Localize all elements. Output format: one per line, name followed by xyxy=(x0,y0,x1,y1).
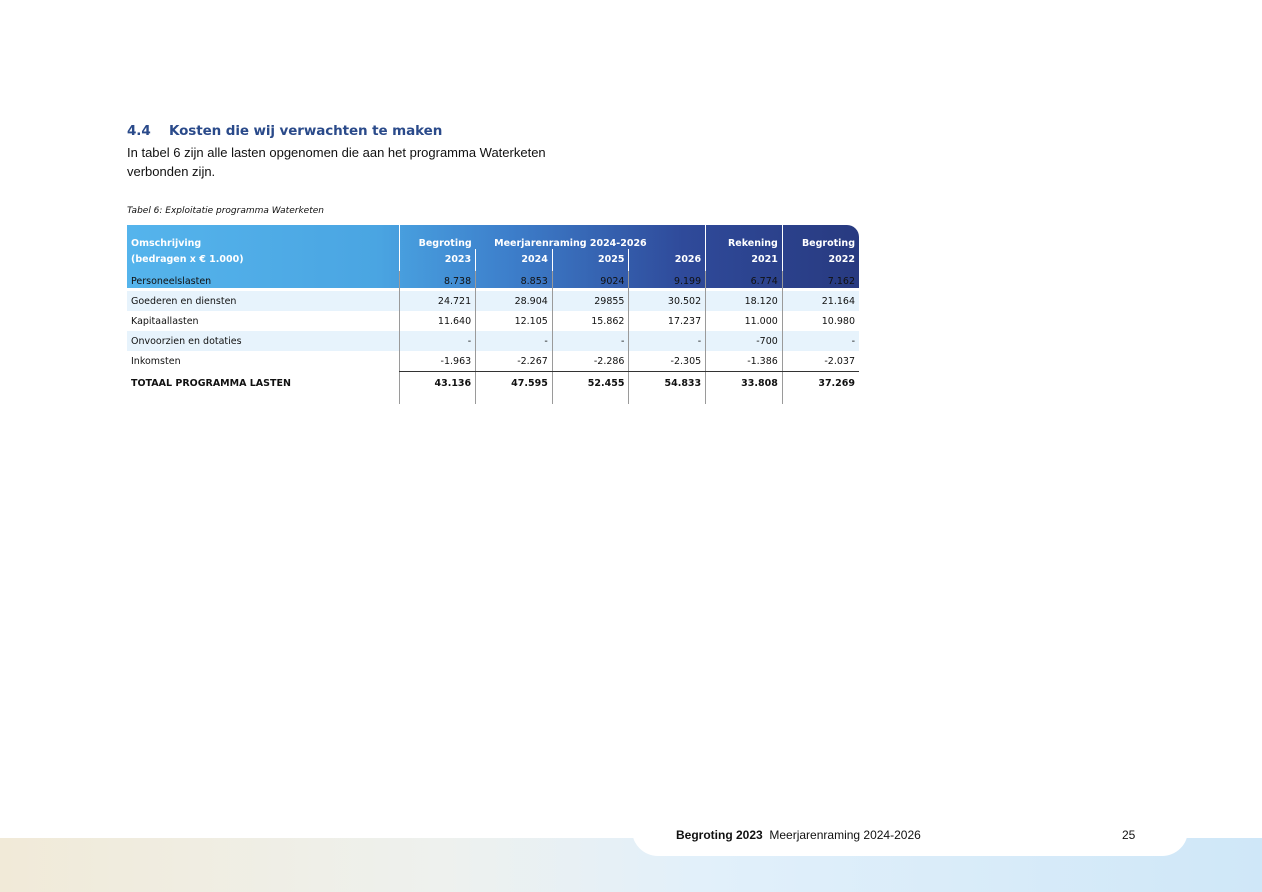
total-value: 52.455 xyxy=(552,372,629,405)
cell-value: 24.721 xyxy=(399,291,476,311)
header-year-2026: 2026 xyxy=(629,249,706,271)
exploitatie-table-container xyxy=(127,225,859,404)
table-caption: Tabel 6: Exploitatie programma Waterketen xyxy=(127,206,324,216)
footer-doc-subtitle: Meerjarenraming 2024-2026 xyxy=(769,828,921,842)
row-label: Personeelslasten xyxy=(131,275,212,287)
cell-value: 11.640 xyxy=(399,311,476,331)
footer-title xyxy=(676,828,921,842)
row-label: Onvoorzien en dotaties xyxy=(127,331,399,351)
row-label: Inkomsten xyxy=(131,355,181,367)
cell-value: 29855 xyxy=(552,291,629,311)
cell-value: - xyxy=(552,331,629,351)
cell-value: 8.853 xyxy=(476,271,553,291)
page-number: 25 xyxy=(1122,828,1136,842)
row-label: Goederen en diensten xyxy=(127,291,399,311)
cell-value: - xyxy=(629,331,706,351)
cell-value: 6.774 xyxy=(706,271,783,291)
cell-value: 9.199 xyxy=(629,271,706,291)
total-value: 37.269 xyxy=(782,372,859,405)
header-year-2024: 2024 xyxy=(476,249,553,271)
cell-value: -1.386 xyxy=(706,351,783,372)
cell-value: 30.502 xyxy=(629,291,706,311)
table-row xyxy=(127,351,859,372)
cell-value: 8.738 xyxy=(399,271,476,291)
section-heading xyxy=(127,123,442,139)
cell-value: -2.037 xyxy=(782,351,859,372)
total-value: 47.595 xyxy=(476,372,553,405)
total-row xyxy=(127,372,859,405)
header-year-2023: 2023 xyxy=(399,249,476,271)
header-begroting-2022-label: Begroting xyxy=(782,225,859,249)
total-label: TOTAAL PROGRAMMA LASTEN xyxy=(131,377,291,389)
total-value: 43.136 xyxy=(399,372,476,405)
cell-value: 11.000 xyxy=(706,311,783,331)
header-meerjarenraming: Meerjarenraming 2024-2026 xyxy=(494,238,647,249)
header-description: Omschrijving xyxy=(131,238,202,249)
cell-value: 10.980 xyxy=(782,311,859,331)
header-year-2021: 2021 xyxy=(706,249,783,271)
cell-value: -2.286 xyxy=(552,351,629,372)
cell-value: 9024 xyxy=(552,271,629,291)
table-row xyxy=(127,291,859,311)
exploitatie-table xyxy=(127,225,859,404)
header-year-2025: 2025 xyxy=(552,249,629,271)
cell-value: 18.120 xyxy=(706,291,783,311)
cell-value: 17.237 xyxy=(629,311,706,331)
section-title: Kosten die wij verwachten te maken xyxy=(169,123,443,139)
cell-value: - xyxy=(476,331,553,351)
row-label: Kapitaallasten xyxy=(131,315,199,327)
cell-value: 21.164 xyxy=(782,291,859,311)
total-value: 54.833 xyxy=(629,372,706,405)
cell-value: -2.267 xyxy=(476,351,553,372)
cell-value: 15.862 xyxy=(552,311,629,331)
cell-value: 28.904 xyxy=(476,291,553,311)
footer-doc-title: Begroting 2023 xyxy=(676,828,763,842)
header-row-1 xyxy=(127,225,859,249)
cell-value: -1.963 xyxy=(399,351,476,372)
cell-value: - xyxy=(399,331,476,351)
table-row xyxy=(127,311,859,331)
header-description-unit: (bedragen x € 1.000) xyxy=(131,254,244,265)
total-value: 33.808 xyxy=(706,372,783,405)
cell-value: 7.162 xyxy=(782,271,859,291)
cell-value: 12.105 xyxy=(476,311,553,331)
header-year-2022: 2022 xyxy=(782,249,859,271)
header-rekening-label: Rekening xyxy=(706,225,783,249)
intro-paragraph: In tabel 6 zijn alle lasten opgenomen die aan het programma Waterketen verbonden zijn. xyxy=(127,145,546,179)
header-row-2 xyxy=(127,249,859,271)
header-begroting-2023-label: Begroting xyxy=(399,225,476,249)
cell-value: -700 xyxy=(706,331,783,351)
table-row xyxy=(127,331,859,351)
table-row xyxy=(127,271,859,291)
cell-value: - xyxy=(782,331,859,351)
cell-value: -2.305 xyxy=(629,351,706,372)
section-number: 4.4 xyxy=(127,123,151,139)
